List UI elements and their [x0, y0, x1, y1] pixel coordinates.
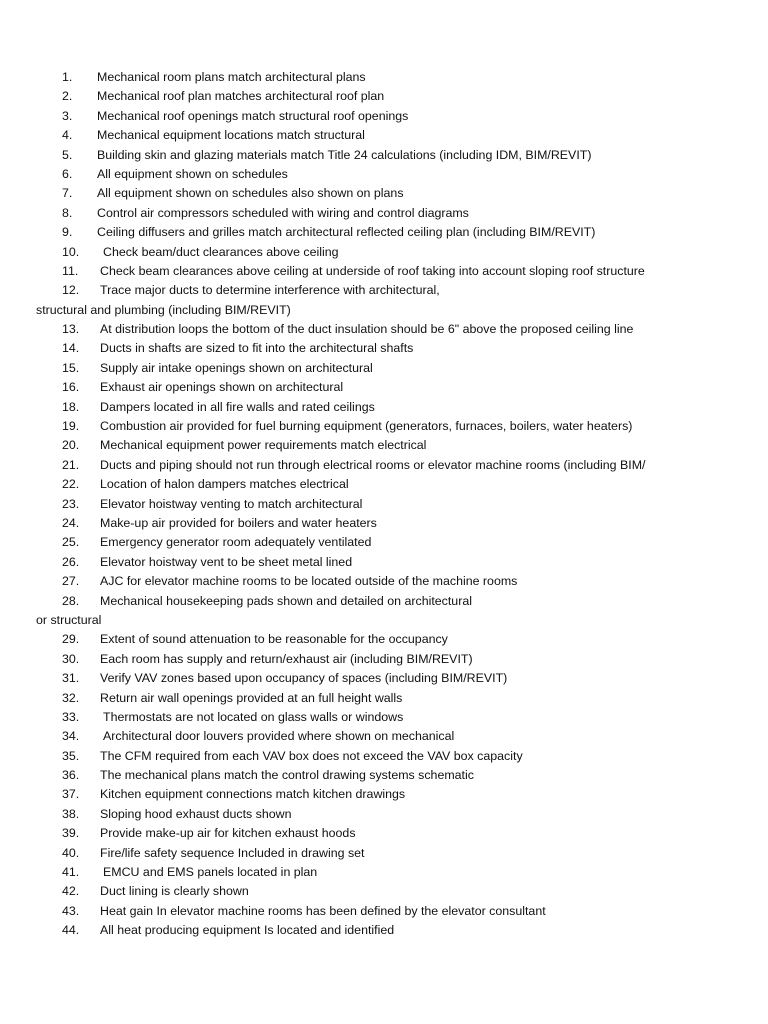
item-text: Dampers located in all fire walls and rated ceilings	[100, 399, 375, 414]
item-text: Elevator hoistway venting to match architectural	[100, 496, 363, 511]
item-number: 37.	[62, 787, 80, 802]
item-text: Ducts and piping should not run through electrical rooms or elevator machine rooms (including BIM/	[100, 457, 646, 472]
item-text: Supply air intake openings shown on architectural	[100, 360, 373, 375]
item-number: 19.	[62, 419, 80, 434]
item-text: Exhaust air openings shown on architectural	[100, 380, 344, 395]
item-text: Ducts in shafts are sized to fit into the architectural shafts	[100, 341, 414, 356]
list-item	[62, 87, 752, 106]
item-text: Elevator hoistway vent to be sheet metal lined	[100, 554, 353, 569]
item-number: 24.	[62, 515, 80, 530]
item-number: 42.	[62, 884, 80, 899]
item-text: All heat producing equipment Is located and identified	[100, 923, 395, 938]
list-item	[62, 708, 752, 727]
item-text: The CFM required from each VAV box does not exceed the VAV box capacity	[100, 748, 523, 763]
item-number: 11.	[62, 263, 79, 278]
item-text: Architectural door louvers provided where shown on mechanical	[103, 729, 455, 744]
item-text: Mechanical equipment locations match structural	[97, 128, 365, 143]
item-number: 31.	[62, 671, 80, 686]
item-text: Make-up air provided for boilers and water heaters	[100, 515, 377, 530]
list-item	[62, 68, 752, 87]
item-text: Check beam clearances above ceiling at underside of roof taking into account sloping roof structure	[100, 263, 645, 278]
list-item	[62, 107, 752, 126]
list-item	[62, 689, 752, 708]
list-item	[62, 204, 752, 223]
list-item	[62, 281, 752, 300]
checklist	[36, 68, 752, 941]
list-item	[62, 495, 752, 514]
item-text: Duct lining is clearly shown	[100, 884, 249, 899]
item-text: Mechanical room plans match architectural plans	[97, 70, 366, 84]
item-text: Trace major ducts to determine interference with architectural,	[100, 283, 440, 298]
item-number: 16.	[62, 380, 80, 395]
item-number: 5.	[62, 147, 73, 162]
item-number: 4.	[62, 128, 73, 143]
list-item	[62, 359, 752, 378]
list-item	[62, 146, 752, 165]
list-item	[62, 630, 752, 649]
item-number: 26.	[62, 554, 80, 569]
item-number: 28.	[62, 593, 80, 608]
item-text: Extent of sound attenuation to be reasonable for the occupancy	[100, 632, 448, 647]
item-number: 39.	[62, 826, 80, 841]
list-item	[62, 533, 752, 552]
list-item	[62, 921, 752, 940]
list-item	[62, 436, 752, 455]
item-number: 21.	[62, 457, 80, 472]
item-text: AJC for elevator machine rooms to be located outside of the machine rooms	[100, 574, 518, 589]
list-item	[62, 882, 752, 901]
item-text: Each room has supply and return/exhaust air (including BIM/REVIT)	[100, 651, 473, 666]
item-number: 40.	[62, 845, 80, 860]
item-text: Mechanical equipment power requirements match electrical	[100, 438, 427, 453]
item-number: 25.	[62, 535, 80, 550]
item-number: 2.	[62, 89, 73, 104]
list-item	[62, 805, 752, 824]
list-item	[62, 262, 752, 281]
list-item	[62, 456, 752, 475]
item-text: Location of halon dampers matches electrical	[100, 477, 349, 492]
item-number: 22.	[62, 477, 80, 492]
item-continuation-text: structural and plumbing (including BIM/REVIT)	[36, 302, 291, 317]
item-number: 33.	[62, 709, 80, 724]
list-item	[62, 165, 752, 184]
item-number: 15.	[62, 360, 80, 375]
item-text: Return air wall openings provided at an full height walls	[100, 690, 403, 705]
item-number: 29.	[62, 632, 80, 647]
list-item	[62, 553, 752, 572]
item-text: Fire/life safety sequence Included in drawing set	[100, 845, 365, 860]
item-number: 43.	[62, 903, 80, 918]
list-item	[62, 378, 752, 397]
list-item	[62, 475, 752, 494]
list-item-continuation	[36, 301, 752, 320]
item-text: Emergency generator room adequately ventilated	[100, 535, 372, 550]
item-text: All equipment shown on schedules	[97, 166, 288, 181]
item-text: All equipment shown on schedules also shown on plans	[97, 186, 404, 201]
item-text: Control air compressors scheduled with wiring and control diagrams	[97, 205, 469, 220]
list-item	[62, 243, 752, 262]
list-item	[62, 514, 752, 533]
list-item	[62, 785, 752, 804]
item-text: The mechanical plans match the control drawing systems schematic	[100, 768, 474, 783]
item-text: Check beam/duct clearances above ceiling	[103, 244, 339, 259]
item-number: 32.	[62, 690, 80, 705]
item-number: 30.	[62, 651, 80, 666]
list-item	[62, 766, 752, 785]
item-number: 1.	[62, 70, 73, 84]
item-text: Combustion air provided for fuel burning equipment (generators, furnaces, boilers, water heaters)	[100, 419, 633, 434]
list-item	[62, 902, 752, 921]
list-item	[62, 863, 752, 882]
list-item	[62, 824, 752, 843]
list-item	[62, 339, 752, 358]
item-text: Heat gain In elevator machine rooms has been defined by the elevator consultant	[100, 903, 546, 918]
list-item-continuation	[36, 611, 752, 630]
item-number: 12.	[62, 283, 80, 298]
list-item	[62, 398, 752, 417]
item-continuation-text: or structural	[36, 612, 102, 627]
list-item	[62, 592, 752, 611]
item-number: 41.	[62, 865, 80, 880]
list-item	[62, 747, 752, 766]
list-item	[62, 184, 752, 203]
item-number: 44.	[62, 923, 80, 938]
item-text: Sloping hood exhaust ducts shown	[100, 806, 292, 821]
item-number: 14.	[62, 341, 80, 356]
item-number: 7.	[62, 186, 73, 201]
item-number: 9.	[62, 225, 73, 240]
list-item	[62, 572, 752, 591]
item-number: 38.	[62, 806, 80, 821]
item-number: 8.	[62, 205, 73, 220]
item-text: Mechanical roof openings match structural roof openings	[97, 108, 409, 123]
item-text: Building skin and glazing materials match Title 24 calculations (including IDM, BIM/REVIT)	[97, 147, 592, 162]
item-text: Provide make-up air for kitchen exhaust hoods	[100, 826, 356, 841]
item-text: Thermostats are not located on glass walls or windows	[103, 709, 404, 724]
item-number: 6.	[62, 166, 73, 181]
list-item	[62, 417, 752, 436]
list-item	[62, 844, 752, 863]
list-item	[62, 650, 752, 669]
item-number: 23.	[62, 496, 80, 511]
item-text: Kitchen equipment connections match kitchen drawings	[100, 787, 406, 802]
list-item	[62, 669, 752, 688]
item-text: At distribution loops the bottom of the duct insulation should be 6" above the proposed ceiling line	[100, 322, 634, 337]
item-text: Mechanical housekeeping pads shown and detailed on architectural	[100, 593, 472, 608]
item-text: Verify VAV zones based upon occupancy of spaces (including BIM/REVIT)	[100, 671, 508, 686]
item-number: 3.	[62, 108, 73, 123]
list-item	[62, 320, 752, 339]
item-number: 36.	[62, 768, 80, 783]
list-item	[62, 126, 752, 145]
list-item	[62, 223, 752, 242]
list-item	[62, 727, 752, 746]
item-text: Ceiling diffusers and grilles match architectural reflected ceiling plan (including BIM/REVIT)	[97, 225, 596, 240]
item-number: 18.	[62, 399, 80, 414]
item-number: 13.	[62, 322, 80, 337]
item-number: 20.	[62, 438, 80, 453]
item-number: 10.	[62, 244, 80, 259]
item-number: 34.	[62, 729, 80, 744]
item-number: 27.	[62, 574, 80, 589]
item-number: 35.	[62, 748, 80, 763]
item-text: Mechanical roof plan matches architectural roof plan	[97, 89, 385, 104]
item-text: EMCU and EMS panels located in plan	[103, 865, 318, 880]
